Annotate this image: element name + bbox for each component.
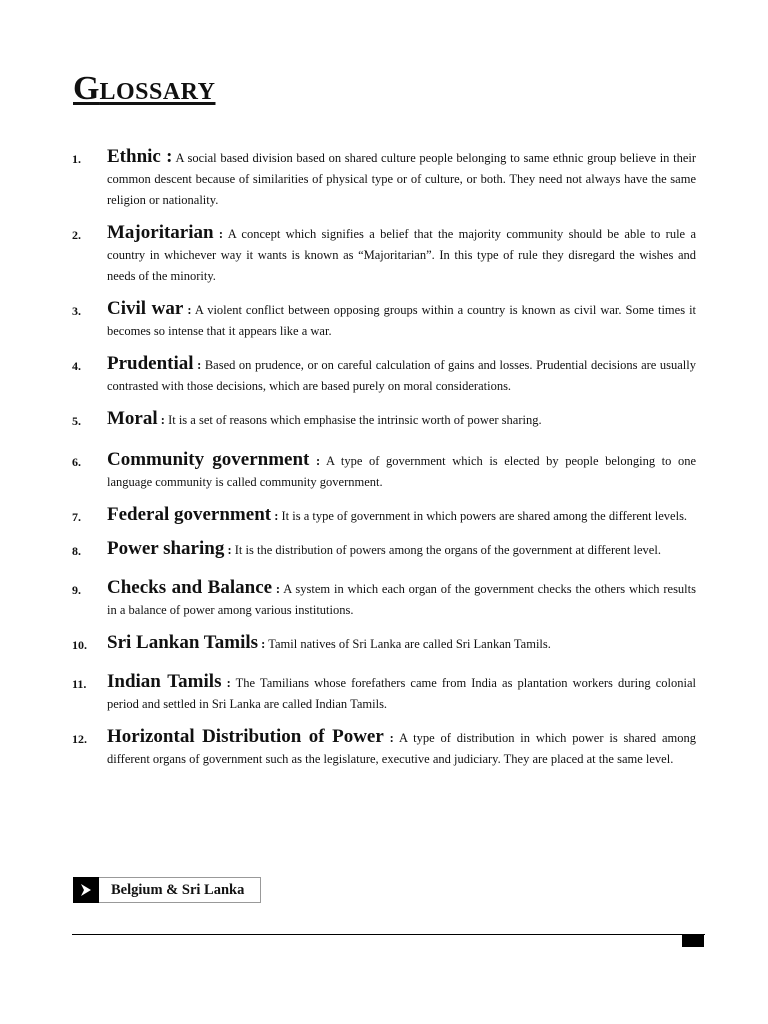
item-number: 11. <box>72 677 87 691</box>
glossary-term: Power sharing <box>107 538 225 559</box>
glossary-definition: A social based division based on shared culture people belonging to same ethnic group believe in their common descent because of similarities of physical type or of culture, or both. They need not always have the same religion or nationality. <box>107 151 697 207</box>
glossary-item: 5. Moral : It is a set of reasons which emphasise the intrinsic worth of power sharing. <box>72 408 542 429</box>
glossary-definition: A type of government which is elected by people belonging to one language community is called community government. <box>107 454 696 489</box>
glossary-definition: A type of distribution in which power is shared among different organs of government such as the legislature, executive and judiciary. They are placed at the same level. <box>107 731 697 766</box>
item-number: 10. <box>72 638 87 652</box>
glossary-term: Checks and Balance <box>107 577 273 598</box>
glossary-item: 10. Sri Lankan Tamils : Tamil natives of Sri Lanka are called Sri Lankan Tamils. <box>72 632 551 653</box>
glossary-term: Moral <box>107 408 158 429</box>
glossary-definition: It is a set of reasons which emphasise the intrinsic worth of power sharing. <box>168 413 542 427</box>
glossary-definition: The Tamilians whose forefathers came from India as plantation workers during colonial period and settled in Sri Lanka are called Indian Tamils. <box>107 676 697 711</box>
glossary-term: Community government <box>107 449 310 470</box>
section-tag-label: Belgium & Sri Lanka <box>111 881 245 898</box>
item-number: 12. <box>72 732 87 746</box>
item-number: 1. <box>72 152 81 166</box>
glossary-item: 7. Federal government : It is a type of government in which powers are shared among the different levels. <box>72 504 688 525</box>
item-number: 3. <box>72 304 81 318</box>
glossary-definition: It is a type of government in which powers are shared among the different levels. <box>281 509 688 523</box>
item-number: 2. <box>72 228 81 242</box>
section-tag <box>73 877 261 903</box>
glossary-definition: A concept which signifies a belief that the majority community should be able to rule a country in whichever way it wants is known as “Majoritarian”. In this type of rule they disregard the wishes and needs of the minority. <box>107 227 696 283</box>
glossary-item: 3. Civil war : A violent conflict between opposing groups within a country is known as civil war. Some times it becomes so intense that it appears like a war. <box>72 298 697 338</box>
glossary-term: Federal government <box>107 504 272 525</box>
page-number-block <box>682 934 704 947</box>
glossary-item: 4. Prudential : Based on prudence, or on careful calculation of gains and losses. Prudential decisions are usually contrasted with those decisions, which are based purely on moral considerations. <box>72 353 696 393</box>
glossary-list <box>72 146 696 781</box>
item-number: 6. <box>72 455 81 469</box>
glossary-term: Horizontal Distribution of Power <box>107 726 384 747</box>
glossary-term: Ethnic : <box>107 146 173 167</box>
item-number: 5. <box>72 414 81 428</box>
glossary-item: 11. Indian Tamils : The Tamilians whose forefathers came from India as plantation workers during colonial period and settled in Sri Lanka are called Indian Tamils. <box>72 671 697 711</box>
item-number: 4. <box>72 359 81 373</box>
footer-rule <box>72 934 705 935</box>
item-number: 9. <box>72 583 81 597</box>
glossary-item: 8. Power sharing : It is the distribution of powers among the organs of the government at different level. <box>72 538 661 559</box>
page-title <box>73 70 215 108</box>
glossary-item: 9. Checks and Balance : A system in which each organ of the government checks the others which results in a balance of power among various institutions. <box>72 577 696 617</box>
glossary-term: Civil war <box>107 298 184 319</box>
glossary-definition: Based on prudence, or on careful calculation of gains and losses. Prudential decisions are usually contrasted with those decisions, which are based purely on moral considerations. <box>107 358 696 393</box>
glossary-definition: A system in which each organ of the government checks the others which results in a balance of power among various institutions. <box>107 582 696 617</box>
chevron-right-icon <box>73 877 99 903</box>
glossary-definition: Tamil natives of Sri Lanka are called Sri Lankan Tamils. <box>268 637 551 651</box>
title-first-letter: G <box>73 70 100 107</box>
glossary-item: 6. Community government : A type of government which is elected by people belonging to one language community is called community government. <box>72 449 696 489</box>
item-number: 8. <box>72 544 81 558</box>
glossary-definition: It is the distribution of powers among the organs of the government at different level. <box>234 543 661 557</box>
glossary-term: Sri Lankan Tamils <box>107 632 259 653</box>
title-rest: LOSSARY <box>99 79 216 105</box>
glossary-item: 2. Majoritarian : A concept which signifies a belief that the majority community should be able to rule a country in whichever way it wants is known as “Majoritarian”. In this type of rule they disregard the wishes and needs of the minority. <box>72 222 696 283</box>
glossary-term: Prudential <box>107 353 194 374</box>
glossary-term: Indian Tamils <box>107 671 222 692</box>
glossary-term: Majoritarian <box>107 222 214 243</box>
glossary-item: 12. Horizontal Distribution of Power : A type of distribution in which power is shared among different organs of government such as the legislature, executive and judiciary. They are placed at the same level. <box>72 726 697 766</box>
item-number: 7. <box>72 510 81 524</box>
glossary-item <box>72 146 696 211</box>
glossary-definition: A violent conflict between opposing groups within a country is known as civil war. Some times it becomes so intense that it appears like a war. <box>107 303 697 338</box>
